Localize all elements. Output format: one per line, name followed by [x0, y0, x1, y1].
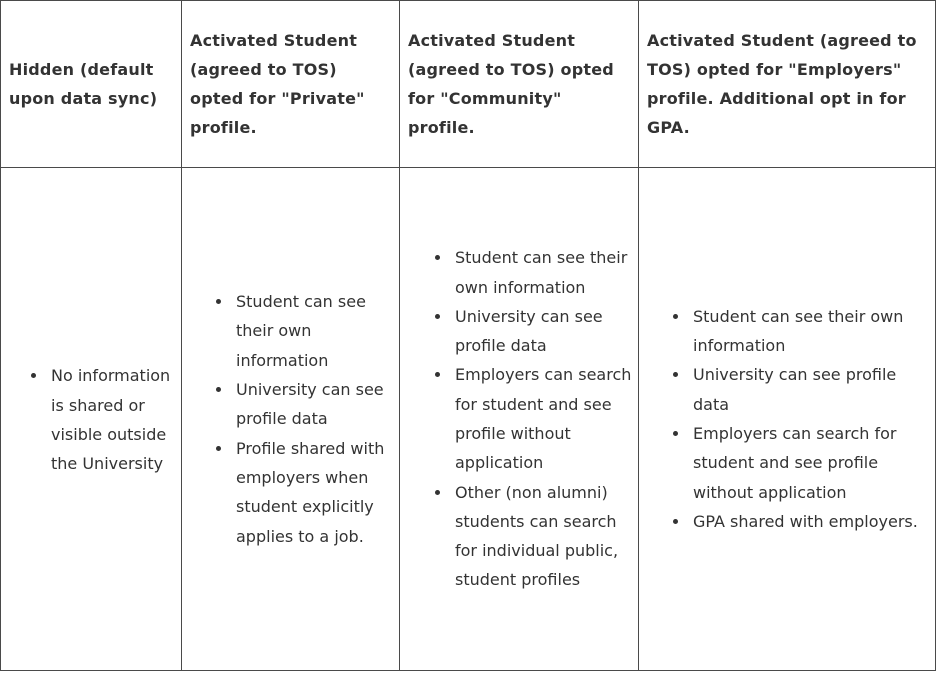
header-private-profile: Activated Student (agreed to TOS) opted for "Private" profile. [182, 1, 400, 168]
cell-employers-profile [639, 168, 936, 671]
list-item: Student can see their own information [693, 302, 929, 361]
header-employers-profile: Activated Student (agreed to TOS) opted for "Employers" profile. Additional opt in for GPA. [639, 1, 936, 168]
list-item: Student can see their own information [236, 287, 393, 375]
list-item: Employers can search for student and see profile without application [693, 419, 929, 507]
table-header-row [1, 1, 936, 168]
list-item: No information is shared or visible outside the University [51, 361, 175, 478]
cell-private-profile [182, 168, 400, 671]
list-item: Employers can search for student and see profile without application [455, 360, 632, 477]
list-item: University can see profile data [693, 360, 929, 419]
list-item: Student can see their own information [455, 243, 632, 302]
cell-community-profile [400, 168, 639, 671]
header-community-profile: Activated Student (agreed to TOS) opted for "Community" profile. [400, 1, 639, 168]
bullet-list [190, 287, 393, 551]
table-row [1, 168, 936, 671]
header-hidden: Hidden (default upon data sync) [1, 1, 182, 168]
bullet-list [647, 302, 929, 536]
list-item: Profile shared with employers when student explicitly applies to a job. [236, 434, 393, 551]
list-item: Other (non alumni) students can search for individual public, student profiles [455, 478, 632, 595]
list-item: GPA shared with employers. [693, 507, 929, 536]
list-item: University can see profile data [455, 302, 632, 361]
cell-hidden [1, 168, 182, 671]
bullet-list [408, 243, 632, 595]
list-item: University can see profile data [236, 375, 393, 434]
bullet-list [9, 361, 175, 478]
